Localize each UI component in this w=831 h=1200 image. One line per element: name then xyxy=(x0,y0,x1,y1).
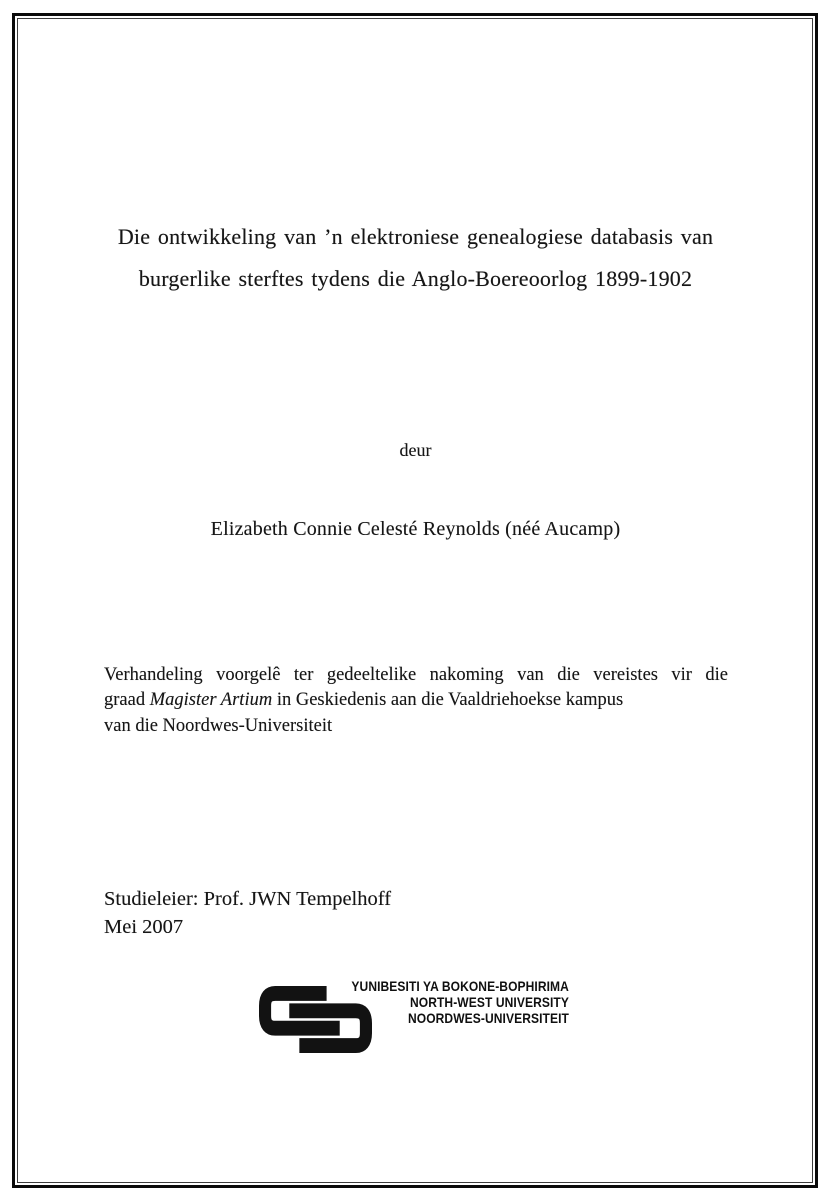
statement-line-2-prefix: graad xyxy=(104,690,150,711)
university-logo-text xyxy=(351,979,569,1027)
statement-line-2-suffix: in Geskiedenis aan die Vaaldriehoekse kampus xyxy=(272,690,624,711)
thesis-title-line-2: burgerlike sterftes tydens die Anglo-Boereoorlog 1899-1902 xyxy=(138,266,693,291)
degree-name-italic: Magister Artium xyxy=(149,690,273,711)
logo-text-english: NORTH-WEST UNIVERSITY xyxy=(409,993,569,1010)
thesis-title xyxy=(60,216,771,300)
author-name: Elizabeth Connie Celesté Reynolds (néé Aucamp) xyxy=(210,518,621,540)
logo-text-afrikaans: NOORDWES-UNIVERSITEIT xyxy=(407,1009,569,1026)
logo-text-setswana: YUNIBESITI YA BOKONE-BOPHIRIMA xyxy=(351,978,569,994)
thesis-statement xyxy=(104,663,728,739)
statement-line-1: Verhandeling voorgelê ter gedeeltelike nakoming van die vereistes vir die xyxy=(104,665,728,685)
statement-line-2 xyxy=(104,688,728,713)
supervisor-date-block xyxy=(104,886,391,941)
statement-line-3: van die Noordwes-Universiteit xyxy=(104,715,333,736)
thesis-title-line-1: Die ontwikkeling van ’n elektroniese genealogiese databasis van xyxy=(117,224,714,249)
date-line: Mei 2007 xyxy=(104,915,184,938)
byline-label: deur xyxy=(399,440,432,460)
supervisor-line: Studieleier: Prof. JWN Tempelhoff xyxy=(104,888,392,910)
